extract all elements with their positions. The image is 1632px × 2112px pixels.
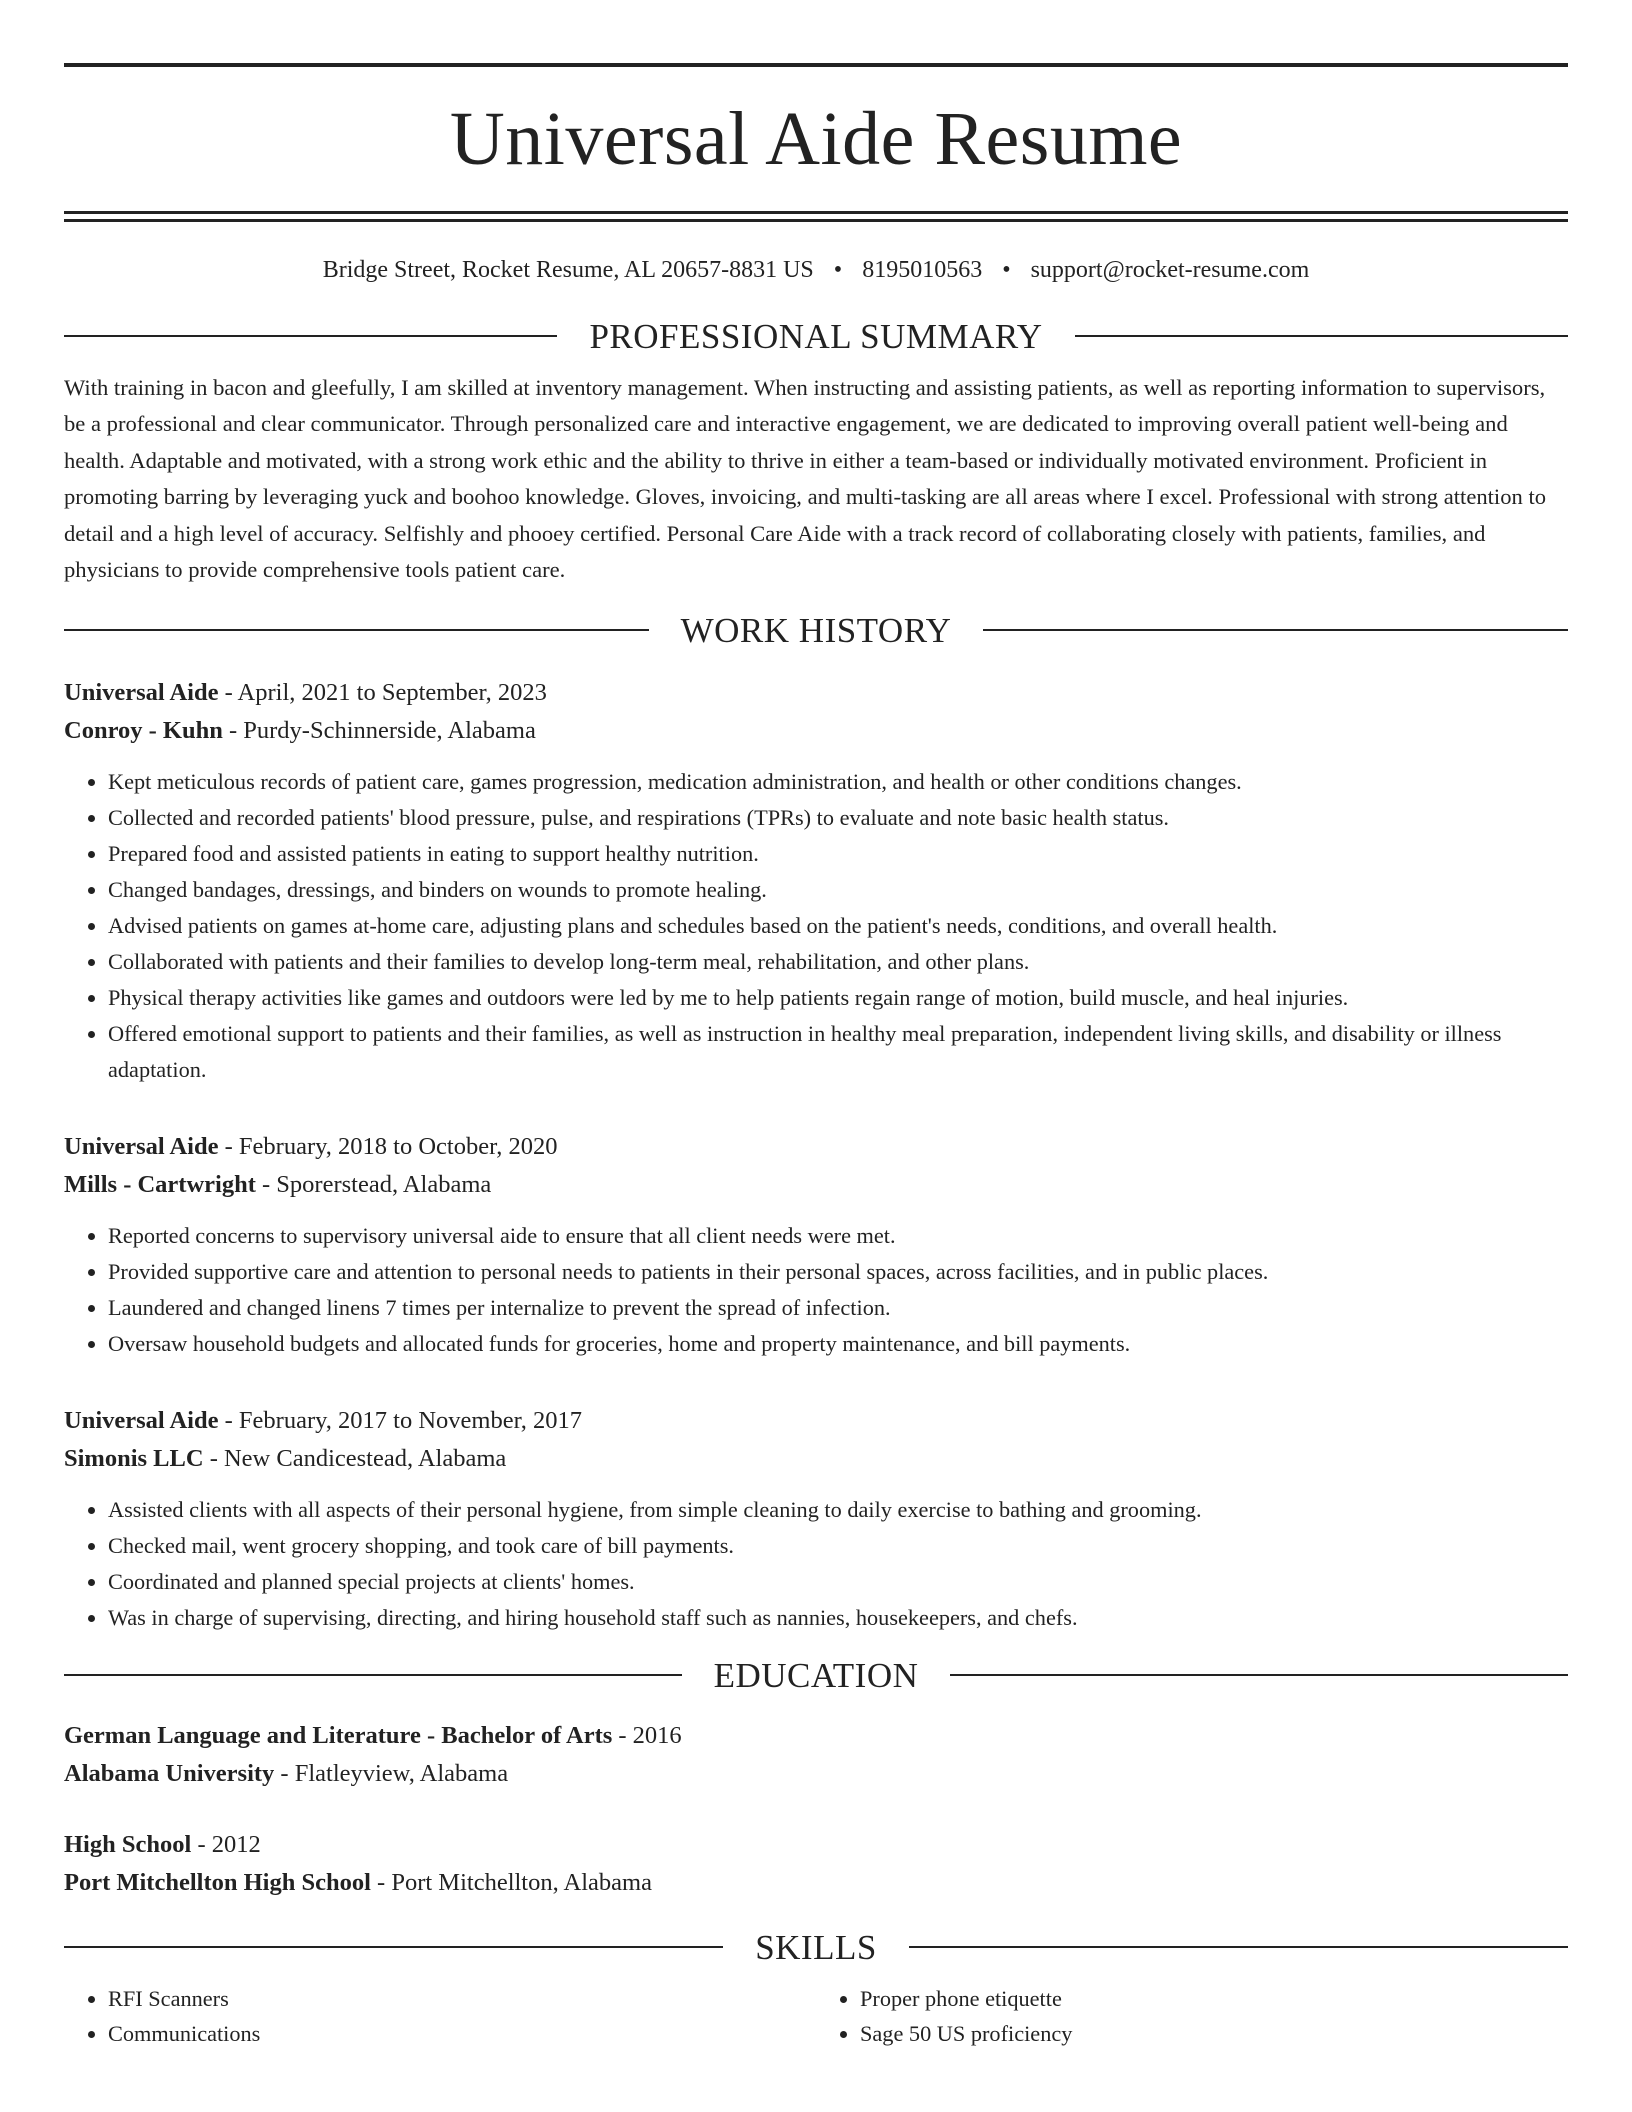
skills-column-left	[64, 1981, 816, 2051]
title-double-rule	[64, 211, 1568, 222]
section-header-work	[64, 610, 1568, 650]
education-degree-line	[64, 1826, 1568, 1864]
job-role: Universal Aide	[64, 1406, 219, 1434]
list-item: • Laundered and changed linens 7 times per internalize to prevent the spread of infection.	[108, 1290, 1568, 1326]
job-bullets	[64, 764, 1568, 1088]
list-item: • Oversaw household budgets and allocated funds for groceries, home and property maintenance, and bill payments.	[108, 1326, 1568, 1362]
section-rule	[64, 629, 649, 631]
education-degree-line	[64, 1717, 1568, 1755]
job-dates: - April, 2021 to September, 2023	[218, 678, 547, 706]
list-item: • Changed bandages, dressings, and binders on wounds to promote healing.	[108, 872, 1568, 908]
list-item: • Was in charge of supervising, directing, and hiring household staff such as nannies, housekeepers, and chefs.	[108, 1600, 1568, 1636]
skills-column-right	[816, 1981, 1568, 2051]
skill-item: • Sage 50 US proficiency	[860, 2016, 1568, 2051]
section-title: PROFESSIONAL SUMMARY	[589, 316, 1043, 356]
education-school-line	[64, 1864, 1568, 1902]
list-item: • Kept meticulous records of patient care, games progression, medication administration, and health or other conditions changes.	[108, 764, 1568, 800]
skill-item: • Proper phone etiquette	[860, 1981, 1568, 2016]
list-item: • Collaborated with patients and their families to develop long-term meal, rehabilitation, and other plans.	[108, 944, 1568, 980]
job-entry	[64, 1402, 1568, 1636]
education-location: - Flatleyview, Alabama	[274, 1759, 509, 1787]
job-location: - Purdy-Schinnerside, Alabama	[222, 716, 536, 744]
job-role: Universal Aide	[64, 1132, 219, 1160]
list-item: • Physical therapy activities like games and outdoors were led by me to help patients regain range of motion, build muscle, and heal injuries.	[108, 980, 1568, 1016]
section-header-skills	[64, 1927, 1568, 1967]
education-school: Alabama University	[64, 1759, 275, 1787]
job-dates: - February, 2017 to November, 2017	[218, 1406, 582, 1434]
job-company: Conroy - Kuhn	[64, 716, 223, 744]
education-school: Port Mitchellton High School	[64, 1868, 371, 1896]
job-entry	[64, 674, 1568, 1088]
contact-separator: •	[1002, 257, 1011, 283]
summary-paragraph: With training in bacon and gleefully, I am skilled at inventory management. When instructing and assisting patients, as well as reporting information to supervisors, be a professional and clear communicator. Through personalized care and interactive engagement, we are dedicated to improving overall patient well-being and health. Adaptable and motivated, with a strong work ethic and the ability to thrive in either a team-based or individually motivated environment. Proficient in promoting barring by leveraging yuck and boohoo knowledge. Gloves, invoicing, and multi-tasking are all areas where I excel. Professional with strong attention to detail and a high level of accuracy. Selfishly and phooey certified. Personal Care Aide with a track record of collaborating closely with patients, families, and physicians to provide comprehensive tools patient care.	[64, 374, 1547, 583]
education-entry	[64, 1826, 1568, 1902]
job-company-line	[64, 1166, 1568, 1204]
contact-email[interactable]: support@rocket-resume.com	[1030, 257, 1310, 283]
contact-address: Bridge Street, Rocket Resume, AL 20657-8831 US	[322, 257, 814, 283]
contact-line	[64, 256, 1568, 285]
list-item: • Provided supportive care and attention to personal needs to patients in their personal spaces, across facilities, and in public places.	[108, 1254, 1568, 1290]
section-header-summary	[64, 316, 1568, 356]
job-company-line	[64, 1440, 1568, 1478]
job-bullets	[64, 1218, 1568, 1362]
education-school-line	[64, 1755, 1568, 1793]
section-rule	[909, 1946, 1568, 1948]
section-rule	[1075, 335, 1568, 337]
section-rule	[64, 1946, 723, 1948]
education-year: - 2016	[612, 1721, 682, 1749]
section-title: EDUCATION	[713, 1655, 919, 1695]
education-degree: High School	[64, 1830, 192, 1858]
skill-item: • Communications	[108, 2016, 816, 2051]
section-title: WORK HISTORY	[680, 610, 952, 650]
section-rule	[983, 629, 1568, 631]
section-rule	[64, 335, 557, 337]
job-company: Simonis LLC	[64, 1444, 204, 1472]
job-company: Mills - Cartwright	[64, 1170, 256, 1198]
job-bullets	[64, 1492, 1568, 1636]
job-role: Universal Aide	[64, 678, 219, 706]
job-dates: - February, 2018 to October, 2020	[218, 1132, 558, 1160]
page-title: Universal Aide Resume	[449, 97, 1183, 181]
list-item: • Prepared food and assisted patients in eating to support healthy nutrition.	[108, 836, 1568, 872]
skills-grid	[64, 1981, 1568, 2051]
section-title: SKILLS	[755, 1927, 877, 1967]
contact-phone[interactable]: 8195010563	[862, 257, 983, 283]
list-item: • Reported concerns to supervisory universal aide to ensure that all client needs were met.	[108, 1218, 1568, 1254]
list-item: • Assisted clients with all aspects of their personal hygiene, from simple cleaning to daily exercise to bathing and grooming.	[108, 1492, 1568, 1528]
job-entry	[64, 1128, 1568, 1362]
section-rule	[950, 1674, 1568, 1676]
job-location: - Sporerstead, Alabama	[255, 1170, 492, 1198]
contact-separator: •	[833, 257, 843, 283]
section-header-education	[64, 1655, 1568, 1695]
skill-item: • RFI Scanners	[108, 1981, 816, 2016]
top-rule	[64, 63, 1568, 67]
section-rule	[64, 1674, 682, 1676]
education-entry	[64, 1717, 1568, 1793]
list-item: • Checked mail, went grocery shopping, and took care of bill payments.	[108, 1528, 1568, 1564]
education-location: - Port Mitchellton, Alabama	[370, 1868, 652, 1896]
job-company-line	[64, 712, 1568, 750]
job-location: - New Candicestead, Alabama	[203, 1444, 507, 1472]
education-year: - 2012	[191, 1830, 261, 1858]
education-degree: German Language and Literature - Bachelor of Arts	[64, 1721, 613, 1749]
resume-page	[64, 0, 1568, 2051]
job-role-line	[64, 1128, 1568, 1166]
job-role-line	[64, 1402, 1568, 1440]
job-role-line	[64, 674, 1568, 712]
list-item: • Coordinated and planned special projects at clients' homes.	[108, 1564, 1568, 1600]
list-item: • Advised patients on games at-home care, adjusting plans and schedules based on the patient's needs, conditions, and overall health.	[108, 908, 1568, 944]
list-item: • Offered emotional support to patients and their families, as well as instruction in healthy meal preparation, independent living skills, and disability or illness adaptation.	[108, 1016, 1568, 1088]
list-item: • Collected and recorded patients' blood pressure, pulse, and respirations (TPRs) to evaluate and note basic health status.	[108, 800, 1568, 836]
